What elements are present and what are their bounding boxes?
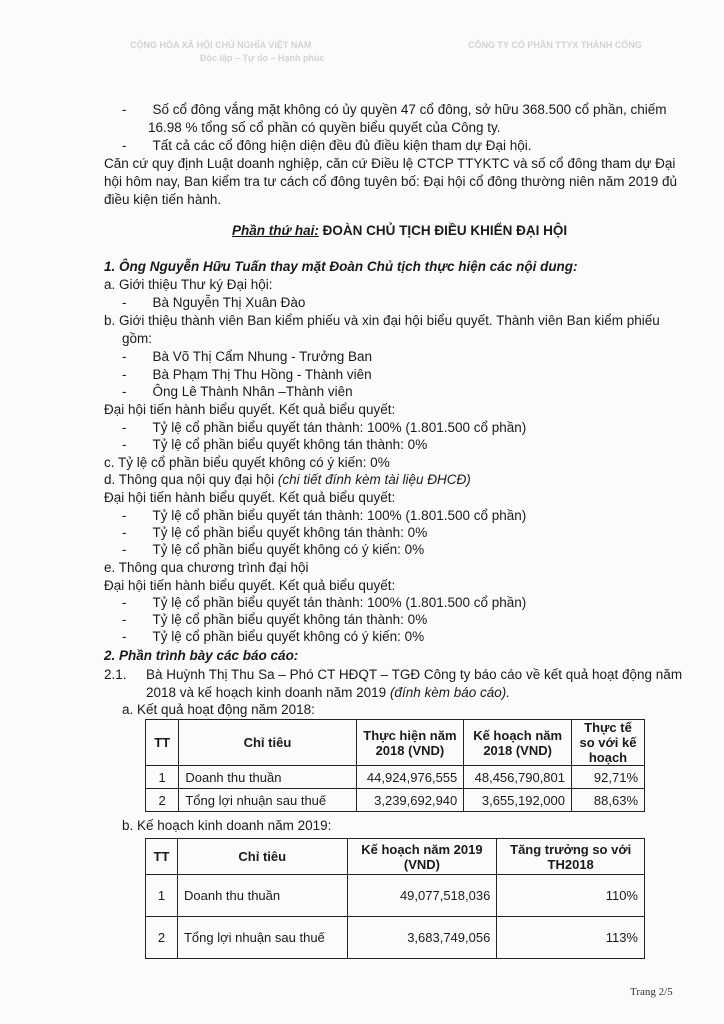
list-item: - Tỷ lệ cổ phần biểu quyết không tán thành: 0% <box>122 437 428 452</box>
col-header: Tăng trưởng so với TH2018 <box>497 839 645 875</box>
absent-shareholders-line: - Số cổ đông vắng mặt không có ủy quyền 47 cổ đông, sở hữu 368.500 cổ phần, chiếm <box>122 102 667 117</box>
list-item: - Tỷ lệ cổ phần biểu quyết tán thành: 100% (1.801.500 cổ phần) <box>122 595 527 610</box>
item-d: d. Thông qua nội quy đại hội (chi tiết đính kèm tài liệu ĐHCĐ) <box>104 472 471 487</box>
list-item: - Tỷ lệ cổ phần biểu quyết tán thành: 100% (1.801.500 cổ phần) <box>122 420 527 435</box>
col-header: TT <box>146 720 179 766</box>
cell: 92,71% <box>572 766 645 789</box>
cell: Doanh thu thuần <box>177 875 347 917</box>
col-header: Chỉ tiêu <box>179 720 356 766</box>
list-item: - Tỷ lệ cổ phần biểu quyết không tán thành: 0% <box>122 525 428 540</box>
cell: 44,924,976,555 <box>356 766 464 789</box>
table-row <box>146 875 645 917</box>
bleed-motto: Độc lập – Tự do – Hạnh phúc <box>200 53 325 63</box>
cell: 113% <box>497 917 645 959</box>
basis-line-2: hội hôm nay, Ban kiểm tra tư cách cổ đông tuyên bố: Đại hội cổ đông thường niên năm 2019 đủ <box>104 174 678 189</box>
cell: 3,239,692,940 <box>356 789 464 812</box>
page-number: Trang 2/5 <box>630 986 673 998</box>
cell: 1 <box>146 766 179 789</box>
table-row <box>146 917 645 959</box>
cell: Doanh thu thuần <box>179 766 356 789</box>
item-2-a: a. Kết quả hoạt động năm 2018: <box>122 702 315 717</box>
bleed-company: CÔNG TY CỔ PHẦN TTYX THÀNH CÔNG <box>468 40 642 50</box>
all-eligible-line: - Tất cả các cổ đông hiện diện đều đủ điều kiện tham dự Đại hội. <box>122 138 532 153</box>
cell: 3,655,192,000 <box>464 789 572 812</box>
plan-2019-table <box>145 838 645 959</box>
results-2018-table <box>145 719 645 812</box>
cell: 48,456,790,801 <box>464 766 572 789</box>
cell: 2 <box>146 789 179 812</box>
cell: 88,63% <box>572 789 645 812</box>
basis-line-3: điều kiện tiến hành. <box>104 192 222 207</box>
cell: 3,683,749,056 <box>347 917 497 959</box>
section1-heading: 1. Ông Nguyễn Hữu Tuấn thay mặt Đoàn Chủ tịch thực hiện các nội dung: <box>104 259 578 274</box>
cell: 1 <box>146 875 178 917</box>
col-header: Thực tế so với kế hoạch <box>572 720 645 766</box>
absent-shareholders-line-2: 16.98 % tổng số cổ phần có quyền biểu quyết của Công ty. <box>148 120 501 135</box>
item-a: a. Giới thiệu Thư ký Đại hội: <box>104 277 273 292</box>
list-item: - Tỷ lệ cổ phần biểu quyết không tán thành: 0% <box>122 612 428 627</box>
item-c: c. Tỷ lệ cổ phần biểu quyết không có ý kiến: 0% <box>104 455 390 470</box>
item-2-1-num: 2.1. <box>104 667 127 682</box>
list-item: - Tỷ lệ cổ phần biểu quyết không có ý kiến: 0% <box>122 542 425 557</box>
basis-line-1: Căn cứ quy định Luật doanh nghiệp, căn cứ Điều lệ CTCP TTYKTC và số cổ đông tham dự Đại <box>104 156 676 171</box>
col-header: TT <box>146 839 178 875</box>
list-item: - Ông Lê Thành Nhân –Thành viên <box>122 384 353 399</box>
item-2-b: b. Kế hoạch kinh doanh năm 2019: <box>122 818 332 833</box>
list-item: - Bà Võ Thị Cẩm Nhung - Trưởng Ban <box>122 349 372 364</box>
item-b-line-2: gồm: <box>122 331 153 346</box>
secretary-line: - Bà Nguyễn Thị Xuân Đào <box>122 295 306 310</box>
list-item: - Tỷ lệ cổ phần biểu quyết tán thành: 100% (1.801.500 cổ phần) <box>122 508 527 523</box>
col-header: Kế hoạch năm 2018 (VND) <box>464 720 572 766</box>
col-header: Chỉ tiêu <box>177 839 347 875</box>
table-row <box>146 766 645 789</box>
cell: 110% <box>497 875 645 917</box>
section2-heading: 2. Phần trình bày các báo cáo: <box>104 648 299 663</box>
part-two-title: Phần thứ hai: ĐOÀN CHỦ TỊCH ĐIỀU KHIỂN ĐẠI HỘI <box>232 223 568 238</box>
cell: 2 <box>146 917 178 959</box>
vote-intro: Đại hội tiến hành biểu quyết. Kết quả biểu quyết: <box>104 490 396 505</box>
cell: Tổng lợi nhuận sau thuế <box>179 789 356 812</box>
item-e: e. Thông qua chương trình đại hội <box>104 560 309 575</box>
cell: 49,077,518,036 <box>347 875 497 917</box>
item-2-1-line-1: Bà Huỳnh Thị Thu Sa – Phó CT HĐQT – TGĐ Công ty báo cáo về kết quả hoạt động năm <box>146 667 683 682</box>
col-header: Thực hiện năm 2018 (VND) <box>356 720 464 766</box>
vote-intro: Đại hội tiến hành biểu quyết. Kết quả biểu quyết: <box>104 578 396 593</box>
item-b: b. Giới thiệu thành viên Ban kiểm phiếu và xin đại hội biểu quyết. Thành viên Ban kiểm phiếu <box>104 313 660 328</box>
list-item: - Bà Phạm Thị Thu Hồng - Thành viên <box>122 367 372 382</box>
col-header: Kế hoạch năm 2019 (VND) <box>347 839 497 875</box>
item-2-1-line-2: 2018 và kế hoạch kinh doanh năm 2019 (đính kèm báo cáo). <box>146 685 511 700</box>
table-row <box>146 789 645 812</box>
vote-intro: Đại hội tiến hành biểu quyết. Kết quả biểu quyết: <box>104 402 396 417</box>
list-item: - Tỷ lệ cổ phần biểu quyết không có ý kiến: 0% <box>122 629 425 644</box>
cell: Tổng lợi nhuận sau thuế <box>177 917 347 959</box>
bleed-republic: CỘNG HÒA XÃ HỘI CHỦ NGHĨA VIỆT NAM <box>130 40 312 50</box>
